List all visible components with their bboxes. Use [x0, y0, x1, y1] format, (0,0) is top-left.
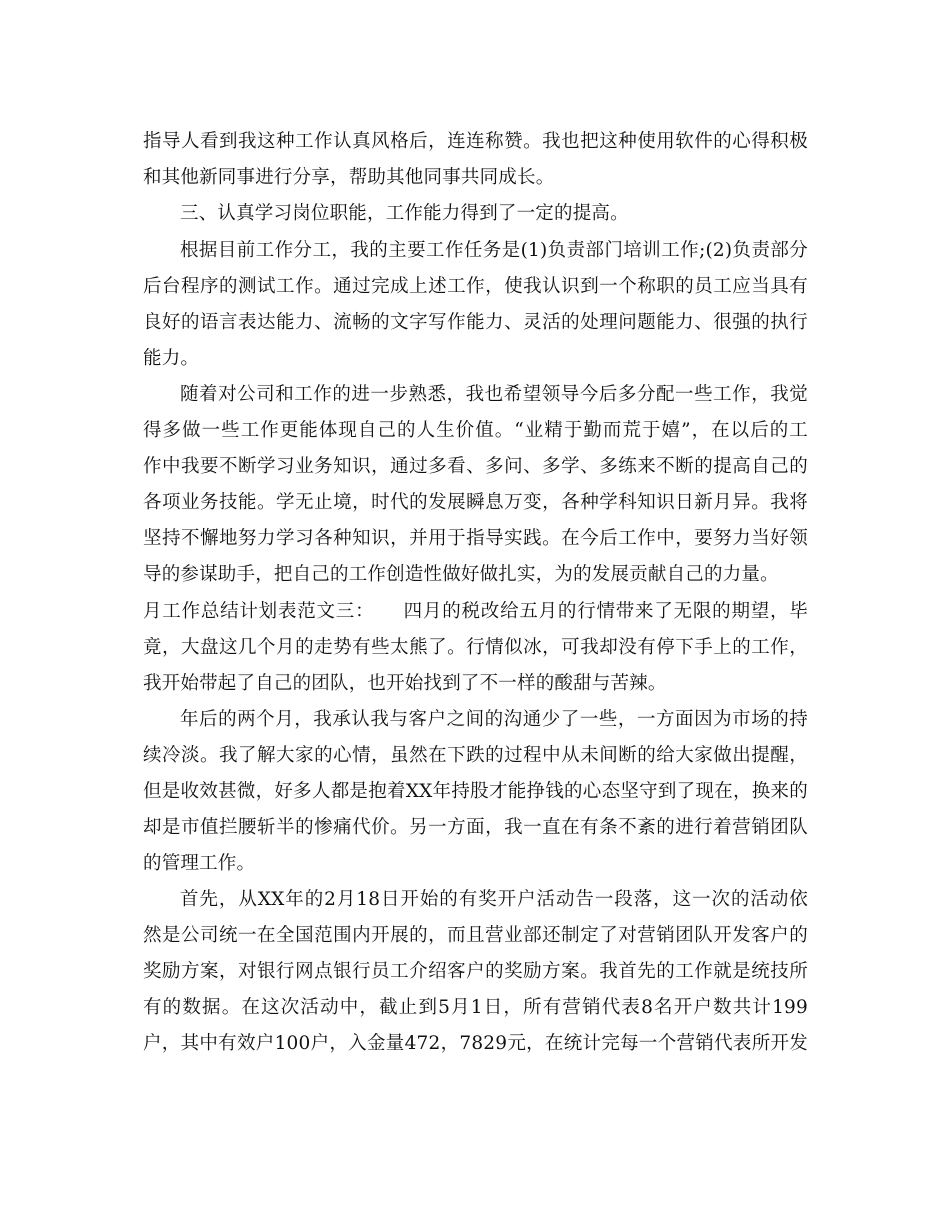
text-line: 户，其中有效户100户，入金量472，7829元，在统计完每一个营销代表所开发	[143, 1033, 808, 1054]
text-line: 指导人看到我这种工作认真风格后，连连称赞。我也把这种使用软件的心得积极	[143, 131, 808, 152]
text-line: 奖励方案，对银行网点银行员工介绍客户的奖励方案。我首先的工作就是统技所	[143, 961, 808, 982]
text-line: 续冷淡。我了解大家的心情，虽然在下跌的过程中从未间断的给大家做出提醒，	[143, 745, 808, 766]
text-line: 但是收效甚微，好多人都是抱着XX年持股才能挣钱的心态坚守到了现在，换来的	[143, 781, 808, 802]
text-line: 后台程序的测试工作。通过完成上述工作，使我认识到一个称职的员工应当具有	[143, 276, 808, 297]
text-line: 月工作总结计划表范文三： 四月的税改给五月的行情带来了无限的期望，毕	[143, 601, 808, 622]
text-line: 导的参谋助手，把自己的工作创造性做好做扎实，为的发展贡献自己的力量。	[143, 564, 779, 585]
text-line: 我开始带起了自己的团队，也开始找到了不一样的酸甜与苦辣。	[143, 673, 667, 694]
text-line: 有的数据。在这次活动中，截止到5月1日，所有营销代表8名开户数共计199	[143, 997, 808, 1018]
text-line: 根据目前工作分工，我的主要工作任务是(1)负责部门培训工作;(2)负责部分	[180, 240, 808, 261]
text-line: 却是市值拦腰斩半的惨痛代价。另一方面，我一直在有条不紊的进行着营销团队	[143, 817, 808, 838]
text-line: 的管理工作。	[143, 853, 256, 874]
text-line: 良好的语言表达能力、流畅的文字写作能力、灵活的处理问题能力、很强的执行	[143, 312, 808, 333]
text-line: 然是公司统一在全国范围内开展的，而且营业部还制定了对营销团队开发客户的	[143, 925, 808, 946]
text-line: 各项业务技能。学无止境，时代的发展瞬息万变，各种学科知识日新月异。我将	[143, 492, 808, 513]
text-line: 随着对公司和工作的进一步熟悉，我也希望领导今后多分配一些工作，我觉	[180, 384, 808, 405]
text-line: 能力。	[143, 348, 200, 369]
text-line: 年后的两个月，我承认我与客户之间的沟通少了一些，一方面因为市场的持	[180, 709, 808, 730]
text-line: 坚持不懈地努力学习各种知识，并用于指导实践。在今后工作中，要努力当好领	[143, 528, 808, 549]
text-line: 首先，从XX年的2月18日开始的有奖开户活动告一段落，这一次的活动依	[180, 889, 808, 910]
text-line: 得多做一些工作更能体现自己的人生价值。“业精于勤而荒于嬉”，在以后的工	[143, 420, 808, 441]
text-line: 三、认真学习岗位职能，工作能力得到了一定的提高。	[180, 203, 629, 224]
text-line: 和其他新同事进行分享，帮助其他同事共同成长。	[143, 167, 555, 188]
text-line: 竟，大盘这几个月的走势有些太熊了。行情似冰，可我却没有停下手上的工作，	[143, 637, 808, 658]
text-line: 作中我要不断学习业务知识，通过多看、多问、多学、多练来不断的提高自己的	[143, 456, 808, 477]
